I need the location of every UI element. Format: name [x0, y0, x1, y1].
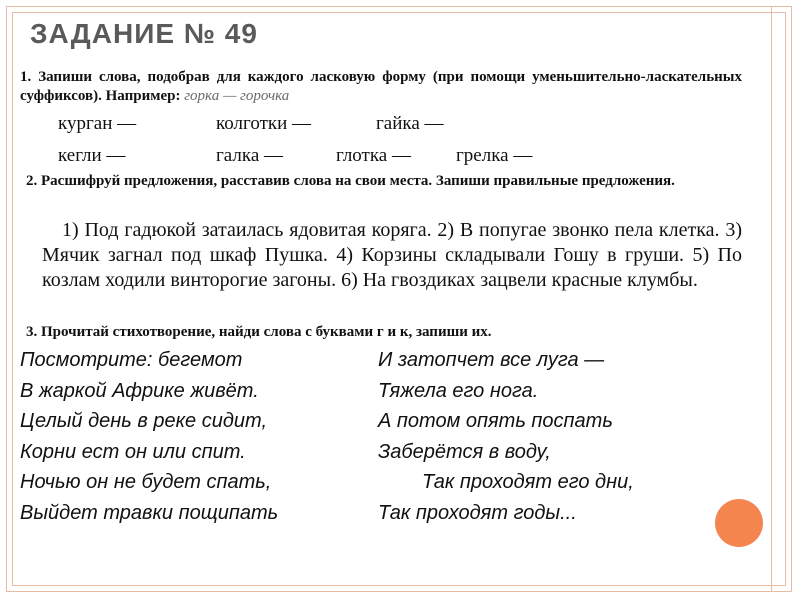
task1-text: 1. Запиши слова, подобрав для каждого ласковую форму (при помощи уменьшительно-ласкательных суффиксов). Например:	[20, 69, 742, 104]
poem-line: Посмотрите: бегемот	[20, 349, 243, 371]
poem-line: Так проходят его дни,	[422, 471, 634, 494]
task3-instruction: 3. Прочитай стихотворение, найди слова с буквами г и к, запиши их.	[26, 324, 492, 340]
poem-line: И затопчет все луга —	[378, 349, 605, 371]
poem-line: Выйдет травки пощипать	[20, 501, 279, 524]
task2-instruction: 2. Расшифруй предложения, расставив слова на свои места. Запиши правильные предложения.	[26, 173, 675, 189]
poem-line: А потом опять поспать	[378, 410, 613, 433]
poem-line: Заберётся в воду,	[378, 440, 551, 463]
word-item: грелка —	[456, 145, 533, 166]
word-item: колготки —	[216, 113, 312, 134]
orange-circle-decoration	[715, 499, 763, 547]
poem-line: Целый день в реке сидит,	[20, 410, 268, 433]
task2-paragraph	[42, 218, 742, 293]
task2-paragraph-text: 1) Под гадюкой затаилась ядовитая коряга. 2) В попугае звонко пела клетка. 3) Мячик загнал под шкаф Пушка. 4) Корзины складывали Гошу в груши. 5) По козлам ходили винторогие загоны. 6) На гвоздиках зацвели красные клумбы.	[42, 219, 742, 291]
word-item: галка —	[216, 145, 284, 166]
page-title: ЗАДАНИЕ № 49	[30, 18, 258, 49]
poem-line: Тяжела его нога.	[378, 379, 539, 402]
task1-instruction	[20, 68, 742, 106]
word-item: курган —	[58, 113, 137, 134]
word-item: глотка —	[336, 145, 411, 166]
word-item: кегли —	[58, 145, 126, 166]
poem-line: Корни ест он или спит.	[20, 440, 246, 463]
word-item: гайка —	[376, 113, 444, 134]
poem-line: Так проходят годы...	[378, 501, 577, 524]
poem-left-column	[20, 345, 278, 529]
poem-right-column	[378, 345, 634, 529]
task1-example: горка — горочка	[184, 88, 290, 104]
poem-line: В жаркой Африке живёт.	[20, 379, 259, 402]
poem-line: Ночью он не будет спать,	[20, 471, 272, 494]
decorative-vertical-line	[771, 6, 772, 592]
